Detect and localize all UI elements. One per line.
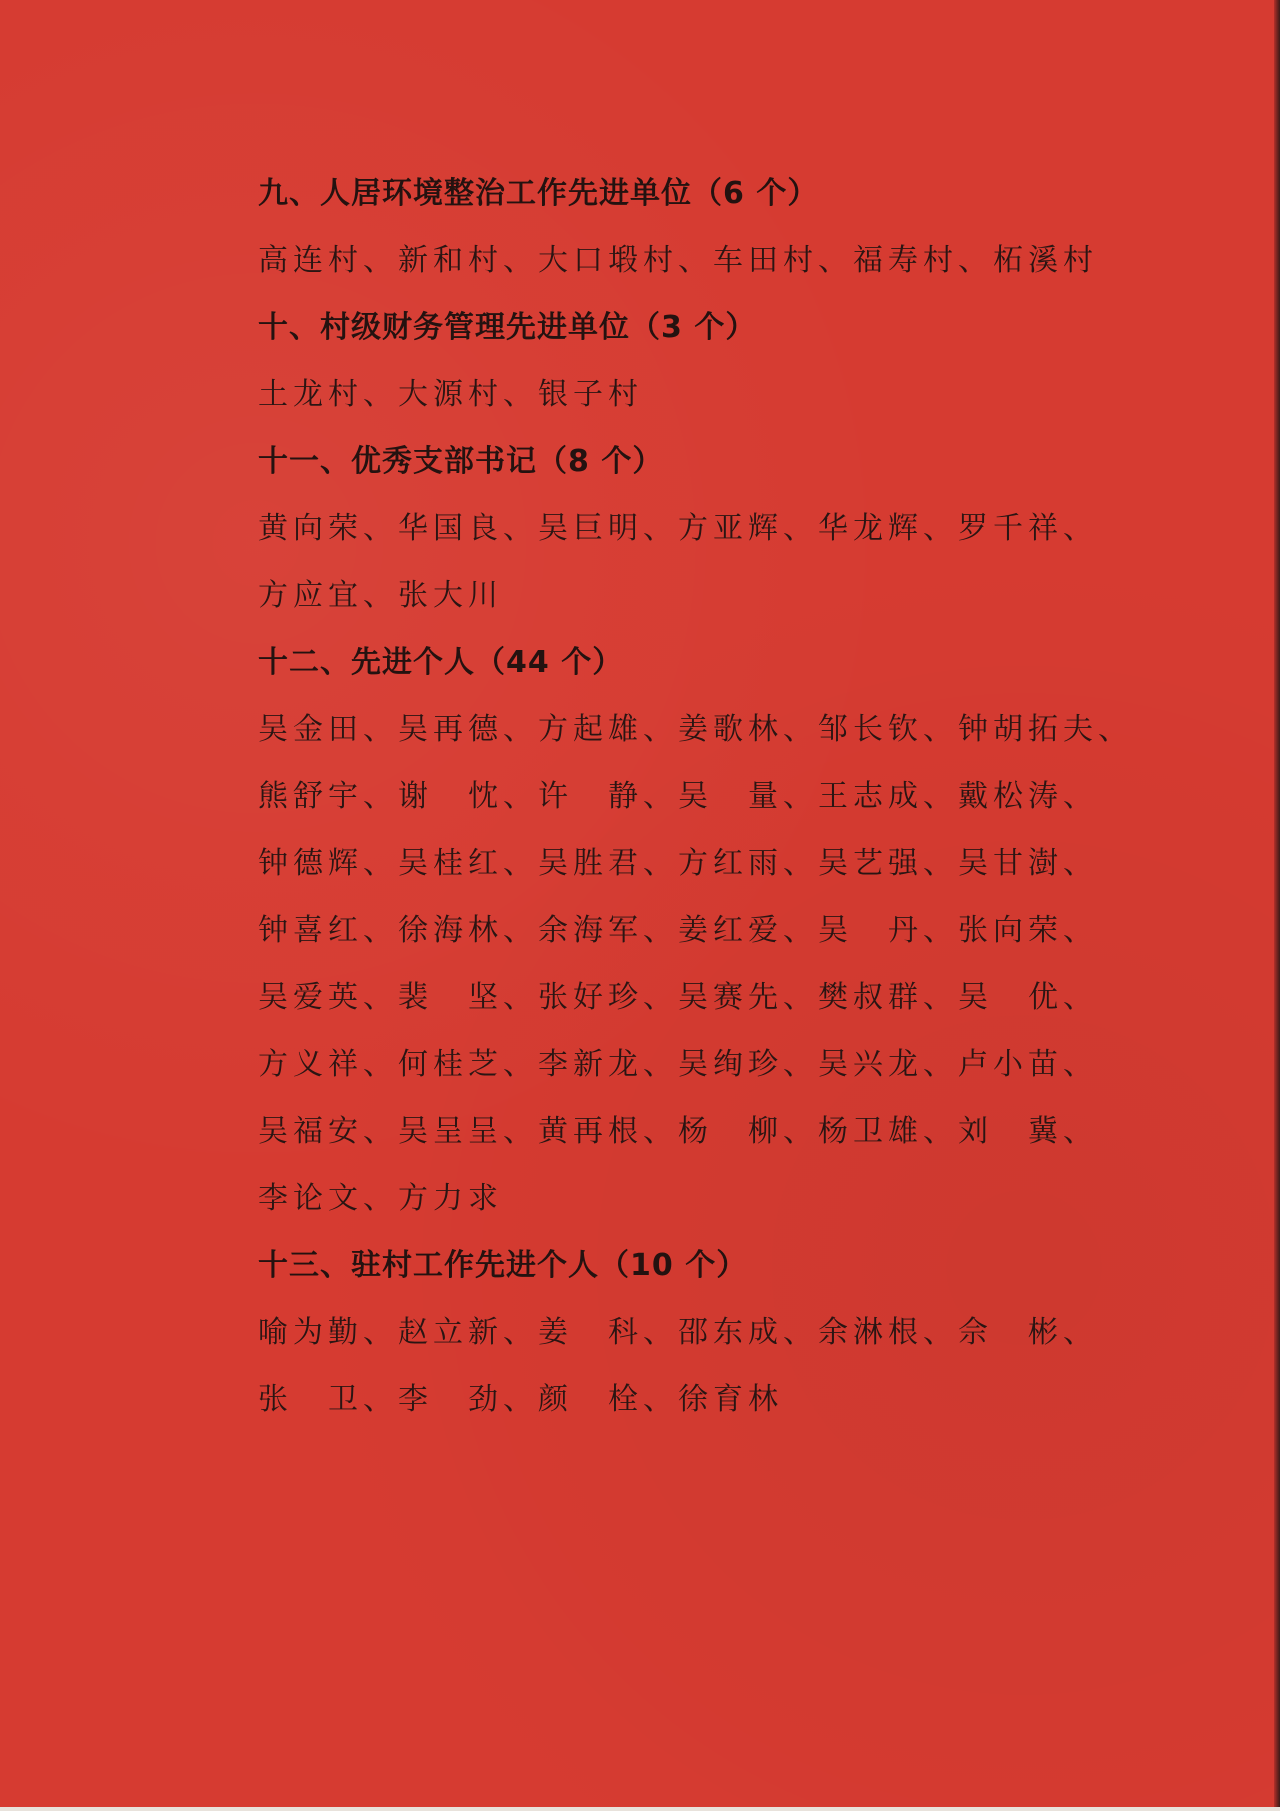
document-body [258, 160, 1218, 1433]
body-line: 吴福安、吴呈呈、黄再根、杨 柳、杨卫雄、刘 冀、 [258, 1114, 1098, 1149]
page-edge-right [1274, 0, 1280, 1811]
section-heading: 十一、优秀支部书记（8 个） [258, 444, 664, 479]
body-line: 张 卫、李 劲、颜 栓、徐育林 [258, 1382, 783, 1417]
section-12 [258, 629, 1218, 1232]
body-line: 方义祥、何桂芝、李新龙、吴绚珍、吴兴龙、卢小苗、 [258, 1047, 1098, 1082]
section-heading: 十二、先进个人（44 个） [258, 645, 624, 680]
body-line: 吴爱英、裴 坚、张好珍、吴赛先、樊叔群、吴 优、 [258, 980, 1098, 1015]
body-line: 土龙村、大源村、银子村 [258, 377, 643, 412]
section-heading: 十、村级财务管理先进单位（3 个） [258, 310, 757, 345]
section-9 [258, 160, 1218, 294]
body-line: 喻为勤、赵立新、姜 科、邵东成、余淋根、佘 彬、 [258, 1315, 1098, 1350]
body-line: 方应宜、张大川 [258, 578, 503, 613]
section-heading: 九、人居环境整治工作先进单位（6 个） [258, 176, 819, 211]
section-heading: 十三、驻村工作先进个人（10 个） [258, 1248, 748, 1283]
section-13 [258, 1232, 1218, 1433]
section-10 [258, 294, 1218, 428]
body-line: 高连村、新和村、大口塅村、车田村、福寿村、柘溪村 [258, 243, 1098, 278]
body-line: 钟德辉、吴桂红、吴胜君、方红雨、吴艺强、吴甘澍、 [258, 846, 1098, 881]
page-edge-bottom [0, 1807, 1280, 1811]
section-11 [258, 428, 1218, 629]
body-line: 吴金田、吴再德、方起雄、姜歌林、邹长钦、钟胡拓夫、 [258, 712, 1133, 747]
body-line: 熊舒宇、谢 忱、许 静、吴 量、王志成、戴松涛、 [258, 779, 1098, 814]
body-line: 钟喜红、徐海林、余海军、姜红爱、吴 丹、张向荣、 [258, 913, 1098, 948]
body-line: 黄向荣、华国良、吴巨明、方亚辉、华龙辉、罗千祥、 [258, 511, 1098, 546]
body-line: 李论文、方力求 [258, 1181, 503, 1216]
